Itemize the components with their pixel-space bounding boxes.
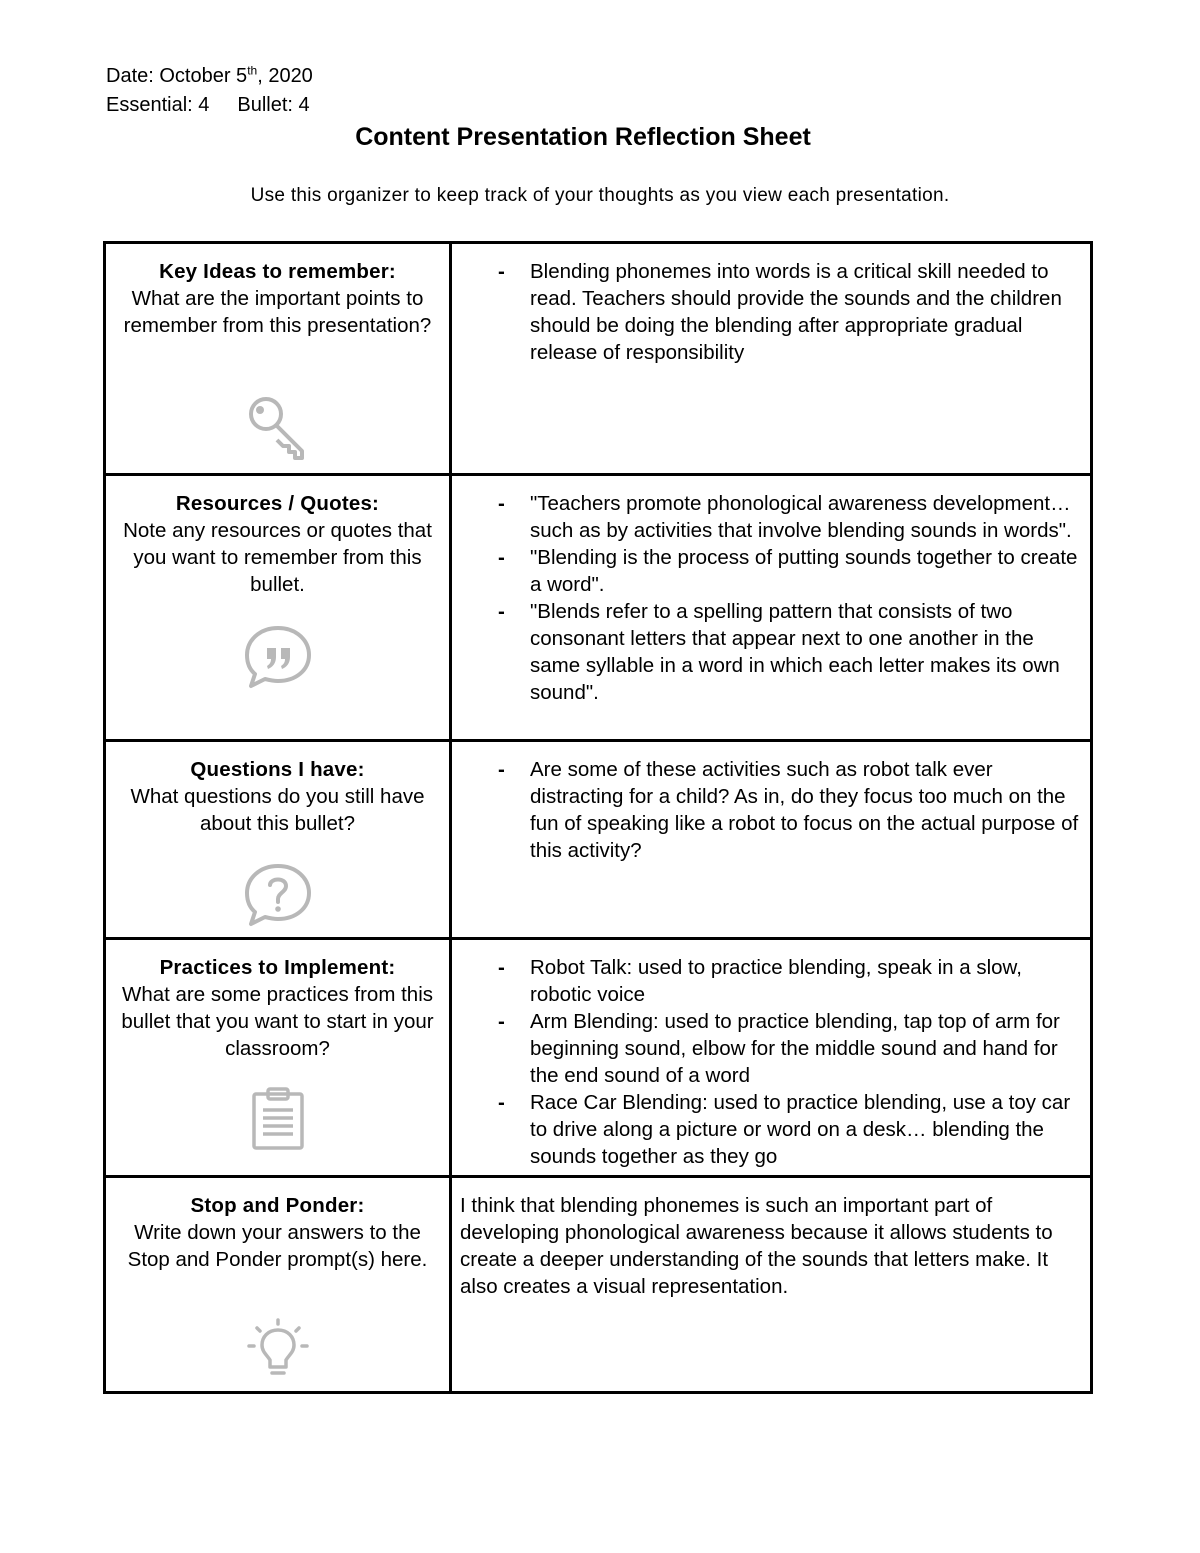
row-label: Practices to Implement: bbox=[159, 956, 396, 979]
table-row bbox=[105, 1177, 1092, 1393]
essential-number: Essential: 4 bbox=[106, 94, 210, 116]
table-row bbox=[105, 939, 1092, 1177]
lightbulb-icon bbox=[247, 1318, 309, 1380]
row-label: Stop and Ponder: bbox=[190, 1194, 365, 1217]
row-label: Resources / Quotes: bbox=[175, 492, 380, 515]
key-icon bbox=[246, 394, 310, 460]
list-item: - "Blends refer to a spelling pattern that consists of two consonant letters that appear next to one another in the same syllable in a word in which each letter makes its own sound". bbox=[460, 598, 1090, 706]
list-item: - Robot Talk: used to practice blending, speak in a slow, robotic voice bbox=[460, 954, 1090, 1008]
row-description: Note any resources or quotes that you want to remember from this bullet. bbox=[123, 519, 432, 596]
row-description: Write down your answers to the Stop and Ponder prompt(s) here. bbox=[127, 1221, 428, 1271]
essential-bullet-line bbox=[106, 93, 310, 117]
row-description: What questions do you still have about this bullet? bbox=[130, 785, 425, 835]
table-row bbox=[105, 243, 1092, 475]
table-row bbox=[105, 475, 1092, 741]
list-item: - "Teachers promote phonological awareness development…such as by activities that involve blending sounds in words". bbox=[460, 490, 1090, 544]
list-item: - Are some of these activities such as robot talk ever distracting for a child? As in, do they focus too much on the fun of speaking like a robot to focus on the actual purpose of this activity? bbox=[460, 756, 1090, 864]
list-item: - Race Car Blending: used to practice blending, use a toy car to drive along a picture or word on a desk… blending the sounds together as they go bbox=[460, 1089, 1090, 1170]
row-description: What are the important points to remember from this presentation? bbox=[123, 287, 432, 337]
list-item: - Arm Blending: used to practice blending, tap top of arm for beginning sound, elbow for the middle sound and hand for the end sound of a word bbox=[460, 1008, 1090, 1089]
prompt-cell bbox=[105, 1177, 451, 1393]
row-description: What are some practices from this bullet that you want to start in your classroom? bbox=[121, 983, 434, 1060]
list-item: - "Blending is the process of putting sounds together to create a word". bbox=[460, 544, 1090, 598]
response-cell bbox=[451, 939, 1092, 1177]
table-row bbox=[105, 741, 1092, 939]
reflection-table bbox=[103, 241, 1093, 1394]
prompt-cell bbox=[105, 939, 451, 1177]
ponder-answer: I think that blending phonemes is such an important part of developing phonological awareness because it allows students to create a deeper understanding of the sounds that letters make. It also creates a visual representation. bbox=[460, 1194, 1053, 1298]
list-item: - Blending phonemes into words is a critical skill needed to read. Teachers should provide the sounds and the children should be doing the blending after appropriate gradual release of responsibility bbox=[460, 258, 1090, 366]
question-bubble-icon bbox=[243, 862, 313, 928]
prompt-cell bbox=[105, 475, 451, 741]
page-title: Content Presentation Reflection Sheet bbox=[355, 123, 811, 151]
bullet-number: Bullet: 4 bbox=[237, 94, 310, 116]
prompt-cell bbox=[105, 243, 451, 475]
response-cell bbox=[451, 475, 1092, 741]
clipboard-icon bbox=[250, 1086, 306, 1150]
quote-bubble-icon bbox=[243, 624, 313, 690]
row-label: Questions I have: bbox=[190, 758, 365, 781]
prompt-cell bbox=[105, 741, 451, 939]
response-cell bbox=[451, 741, 1092, 939]
response-cell bbox=[451, 243, 1092, 475]
date-line: Date: October 5th, 2020 bbox=[106, 63, 313, 87]
page-subtitle: Use this organizer to keep track of your thoughts as you view each presentation. bbox=[250, 185, 950, 206]
response-cell bbox=[451, 1177, 1092, 1393]
row-label: Key Ideas to remember: bbox=[159, 260, 396, 283]
